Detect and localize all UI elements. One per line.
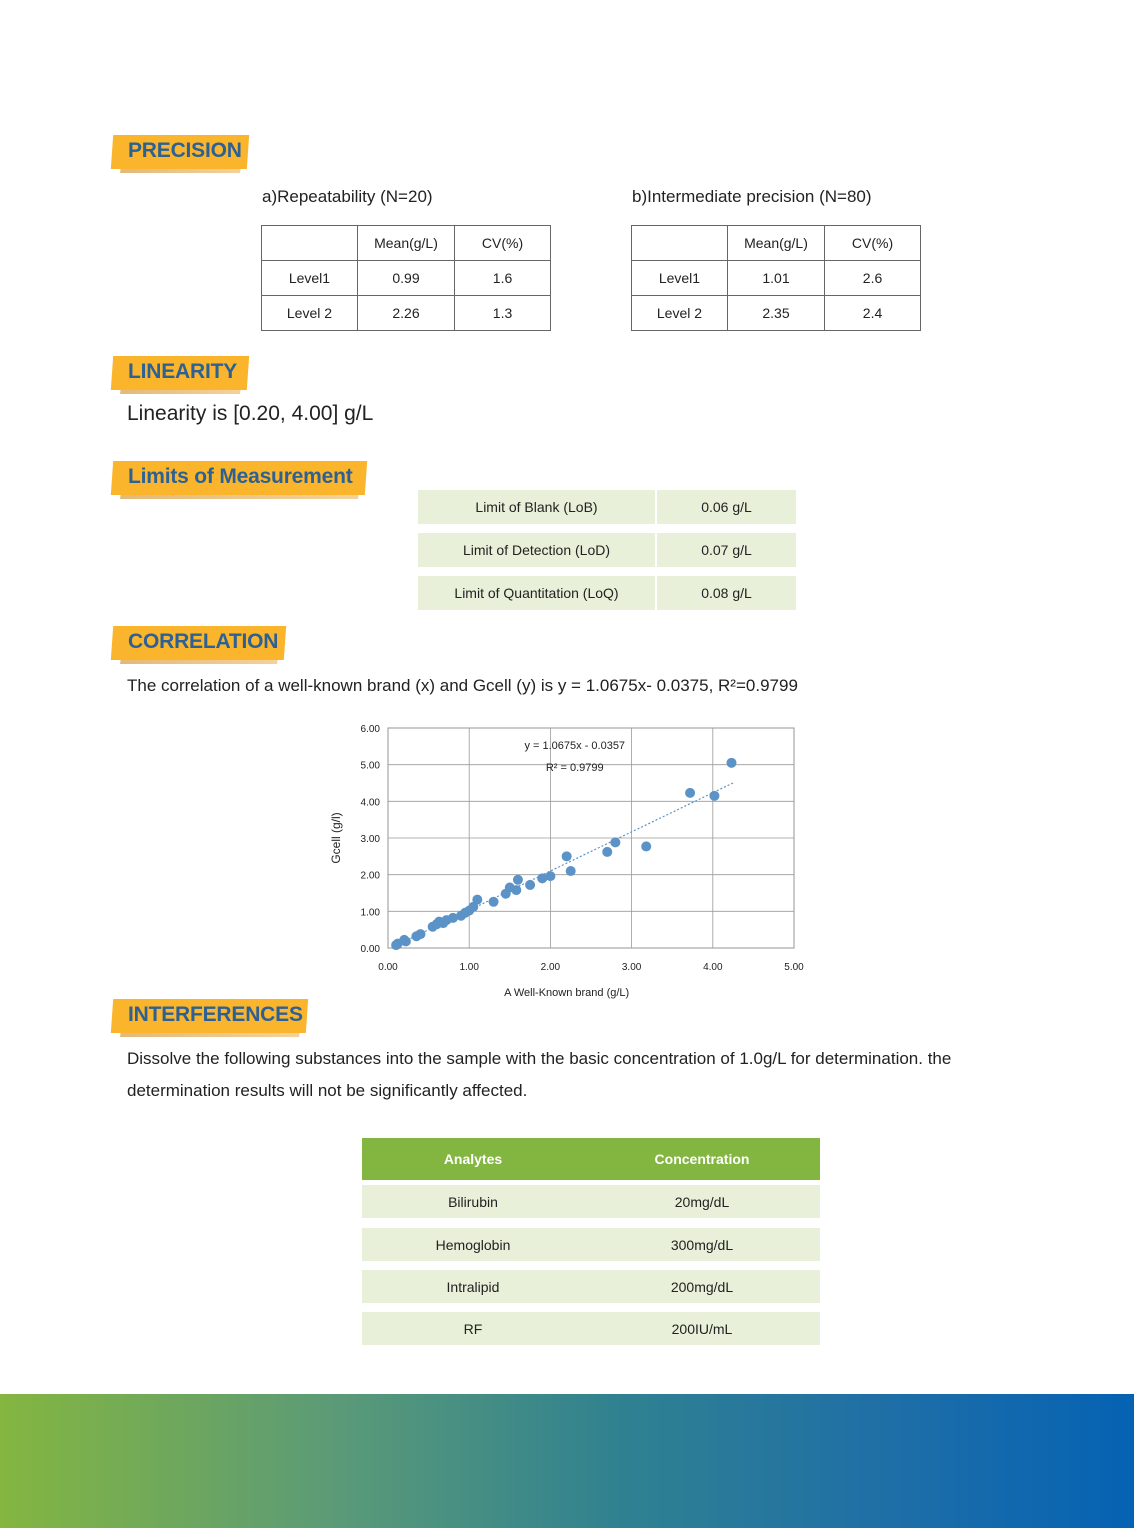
limit-row-loq [418, 576, 796, 610]
table-cell: Level 2 [262, 296, 358, 331]
footer-gradient-band [0, 1394, 1134, 1528]
correlation-heading: CORRELATION [128, 630, 279, 653]
x-tick-label: 4.00 [703, 962, 723, 973]
interferences-heading: INTERFERENCES [128, 1003, 303, 1026]
limits-heading-tag [112, 461, 366, 495]
table-row [362, 1185, 820, 1218]
limit-row-lod [418, 533, 796, 567]
table-row [262, 226, 551, 261]
linearity-text: Linearity is [0.20, 4.00] g/L [127, 402, 374, 425]
data-point [525, 880, 535, 890]
precision-heading: PRECISION [128, 139, 242, 162]
table-row [632, 261, 921, 296]
x-tick-label: 3.00 [621, 962, 642, 973]
analyte-name: RF [463, 1320, 483, 1337]
table-cell: 2.4 [825, 296, 921, 331]
table-cell [632, 226, 728, 261]
analyte-concentration: 200IU/mL [671, 1320, 733, 1337]
intermediate-caption: b)Intermediate precision (N=80) [632, 187, 872, 206]
x-axis-label: A Well-Known brand (g/L) [504, 987, 630, 999]
correlation-text: The correlation of a well-known brand (x) and Gcell (y) is y = 1.0675x- 0.0375, R²=0.9799 [127, 676, 798, 695]
data-point [545, 871, 555, 881]
limits-heading: Limits of Measurement [128, 465, 353, 488]
interferences-table-header [362, 1138, 820, 1180]
data-point [562, 851, 572, 861]
limit-label: Limit of Quantitation (LoQ) [418, 576, 655, 610]
correlation-heading-tag [112, 626, 285, 660]
y-tick-label: 2.00 [360, 870, 380, 882]
data-point [489, 897, 499, 907]
linearity-heading-tag [112, 356, 248, 390]
table-row [362, 1312, 820, 1345]
table-cell: 2.26 [357, 296, 454, 331]
data-point [513, 875, 523, 885]
data-point [726, 758, 736, 768]
table-row [362, 1270, 820, 1303]
table-row [362, 1228, 820, 1261]
table-row [632, 226, 921, 261]
x-tick-label: 1.00 [459, 962, 479, 973]
header-concentration: Concentration [654, 1151, 750, 1167]
limit-row-lob [418, 490, 796, 524]
y-tick-label: 4.00 [360, 797, 380, 809]
trend-r2: R² = 0.9799 [545, 762, 604, 774]
table-cell: Level1 [632, 261, 728, 296]
data-point [685, 788, 695, 798]
limit-value: 0.08 g/L [657, 576, 796, 610]
intermediate-table [631, 225, 921, 331]
y-tick-label: 1.00 [360, 907, 380, 919]
interferences-text-line1: Dissolve the following substances into the sample with the basic concentration of 1.0g/L for determination. the [127, 1049, 952, 1068]
y-tick-label: 3.00 [360, 834, 380, 845]
table-row [262, 261, 551, 296]
data-point [641, 841, 651, 851]
analyte-name: Bilirubin [448, 1193, 498, 1210]
table-cell: 2.35 [727, 296, 824, 331]
data-point [401, 936, 411, 946]
data-point [610, 837, 620, 847]
data-point [472, 895, 482, 905]
repeatability-caption: a)Repeatability (N=20) [262, 187, 433, 206]
analyte-name: Hemoglobin [435, 1236, 511, 1253]
data-point [709, 791, 719, 801]
linearity-heading: LINEARITY [128, 360, 238, 383]
table-cell: 1.3 [455, 296, 551, 331]
data-point [602, 847, 612, 857]
repeatability-table [261, 225, 551, 331]
data-point [566, 866, 576, 876]
trend-equation: y = 1.0675x - 0.0357 [524, 740, 626, 752]
interferences-heading-tag [112, 999, 307, 1033]
analyte-name: Intralipid [446, 1278, 500, 1295]
table-cell: 2.6 [825, 261, 921, 296]
x-tick-label: 0.00 [378, 962, 398, 973]
limit-label: Limit of Blank (LoB) [418, 490, 655, 524]
y-tick-label: 0.00 [360, 944, 380, 955]
header-analytes: Analytes [443, 1151, 503, 1167]
table-row [632, 296, 921, 331]
y-axis-label: Gcell (g/l) [329, 812, 343, 864]
correlation-chart [320, 715, 820, 1005]
analyte-concentration: 300mg/dL [670, 1236, 734, 1253]
interferences-text-line2: determination results will not be significantly affected. [127, 1081, 528, 1100]
table-header-cv: CV(%) [455, 226, 551, 261]
precision-heading-tag [112, 135, 248, 169]
table-header-mean: Mean(g/L) [357, 226, 454, 261]
table-cell: 0.99 [357, 261, 454, 296]
limit-value: 0.06 g/L [657, 490, 796, 524]
y-tick-label: 6.00 [360, 724, 380, 735]
limit-value: 0.07 g/L [657, 533, 796, 567]
y-tick-label: 5.00 [360, 760, 380, 772]
analyte-concentration: 20mg/dL [674, 1193, 730, 1210]
analyte-concentration: 200mg/dL [670, 1278, 734, 1295]
table-cell: Level 2 [632, 296, 728, 331]
table-cell [262, 226, 358, 261]
table-cell: Level1 [262, 261, 358, 296]
table-cell: 1.6 [455, 261, 551, 296]
table-row [262, 296, 551, 331]
chart-points [391, 758, 736, 950]
x-tick-label: 5.00 [784, 962, 804, 973]
data-point [511, 885, 521, 895]
limit-label: Limit of Detection (LoD) [418, 533, 655, 567]
table-header-mean: Mean(g/L) [727, 226, 824, 261]
data-point [415, 929, 425, 939]
table-header-cv: CV(%) [825, 226, 921, 261]
x-tick-label: 2.00 [540, 962, 561, 973]
table-cell: 1.01 [727, 261, 824, 296]
